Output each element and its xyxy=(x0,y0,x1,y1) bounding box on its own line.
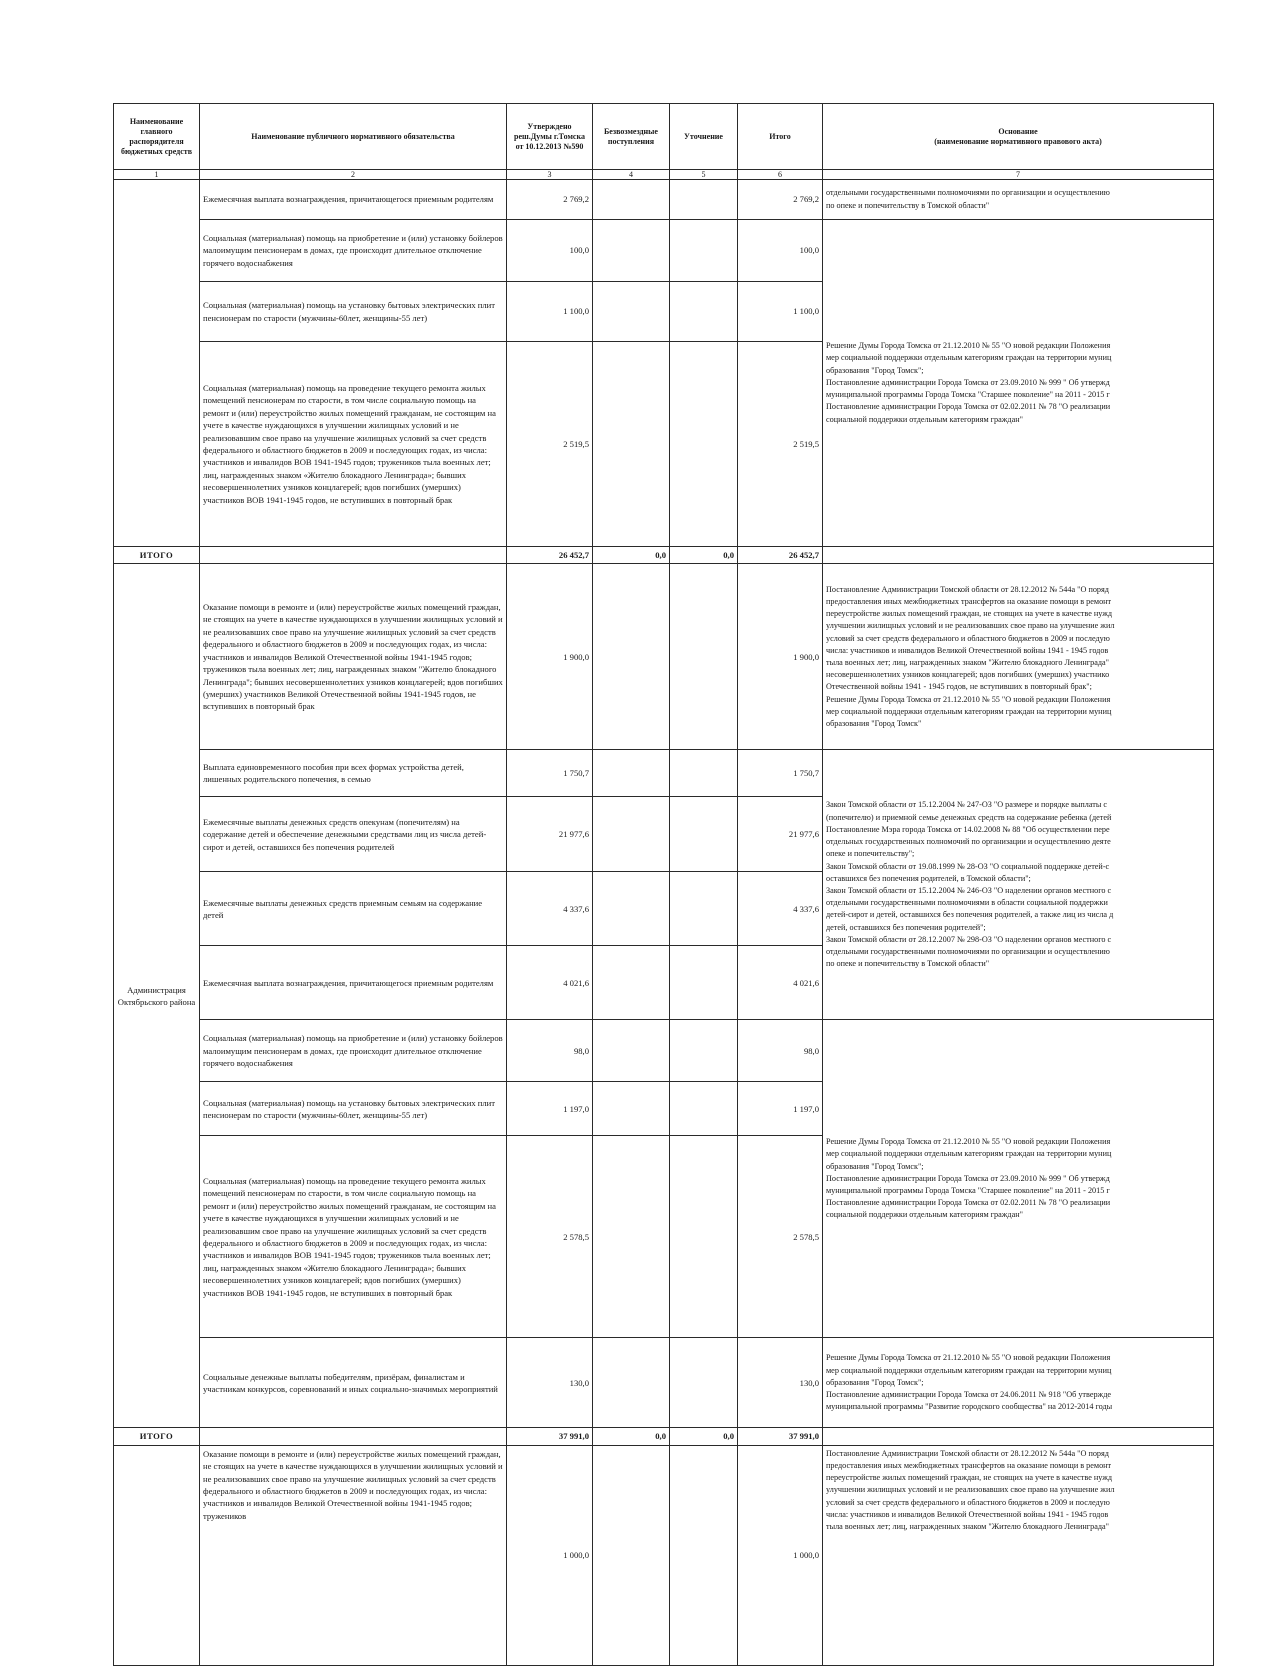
basis-line: Закон Томской области от 15.12.2004 № 247-ОЗ "О размере и порядке выплаты с xyxy=(826,800,1108,810)
col-header-basis-title: Основание xyxy=(998,126,1038,136)
total-value: 100,0 xyxy=(738,220,823,282)
approved-value: 98,0 xyxy=(507,1020,593,1082)
approved-value: 2 519,5 xyxy=(507,342,593,547)
basis-line: детей-сирот и детей, оставшихся без попечения родителей, а также лиц из числа д xyxy=(826,910,1114,920)
total-value: 2 769,2 xyxy=(738,180,823,220)
distributor-cell xyxy=(114,1445,200,1665)
refinement-value xyxy=(670,872,738,946)
total-empty xyxy=(200,1428,507,1445)
approved-value: 1 197,0 xyxy=(507,1082,593,1136)
col-header-gratis: Безвозмездные поступления xyxy=(593,104,670,170)
obligation-name: Оказание помощи в ремонте и (или) переустройстве жилых помещений граждан, не стоящих на учете в качестве нуждающихся в улучшении жилищных условий и не реализовавших свое право на улучшение жилищных условий за счет средств федерального и областного бюджетов в 2009 и последующих годах, из числа: участников и инвалидов Великой Отечественной войны 1941-1945 годов; тружеников тыла военных лет; лиц, награжденных знаком "Жителю блокадного Ленинграда"; бывших несовершеннолетних узников концлагерей; вдов погибших (умерших) участников Великой Отечественной войны 1941-1945 годов, не вступивших в повторный брак xyxy=(200,564,507,750)
basis-line: отдельными государственными полномочиями по организации и осуществлению xyxy=(826,946,1110,956)
header-row xyxy=(114,104,1214,170)
approved-value: 21 977,6 xyxy=(507,797,593,872)
total-basis-empty xyxy=(823,1428,1214,1445)
total-value: 2 519,5 xyxy=(738,342,823,547)
basis-line: предоставления иных межбюджетных трансфертов на оказание помощи в ремонт xyxy=(826,596,1112,606)
basis-line: мер социальной поддержки отдельным категориям граждан на территории муниц xyxy=(826,353,1112,363)
basis-line: условий за счет средств федерального и областного бюджетов в 2009 и последую xyxy=(826,633,1110,643)
gratis-value xyxy=(593,564,670,750)
basis-line: предоставления иных межбюджетных трансфертов на оказание помощи в ремонт xyxy=(826,1461,1112,1471)
col-number: 3 xyxy=(507,170,593,180)
basis-line: Постановление администрации Города Томска от 24.06.2011 № 918 "Об утвержде xyxy=(826,1390,1112,1399)
basis-cell xyxy=(823,564,1214,750)
basis-line: муниципальной программы "Развитие городского сообщества" на 2012-2014 годы xyxy=(826,1402,1113,1412)
obligation-name: Ежемесячные выплаты денежных средств опекунам (попечителям) на содержание детей и обеспечение денежными средствами лиц из числа детей-сирот и детей, оставшихся без попечения родителей xyxy=(200,797,507,872)
gratis-value xyxy=(593,797,670,872)
basis-line: улучшении жилищных условий и не реализовавших свое право на улучшение жил xyxy=(826,621,1115,631)
refinement-value xyxy=(670,1136,738,1338)
total-approved: 37 991,0 xyxy=(507,1428,593,1445)
basis-line: социальной поддержки отдельным категориям граждан" xyxy=(826,1210,1023,1220)
basis-line: переустройстве жилых помещений граждан, не стоящих на учете в качестве нужд xyxy=(826,1473,1113,1483)
basis-line: Постановление администрации Города Томска от 23.09.2010 № 999 " Об утвержд xyxy=(826,1173,1110,1183)
obligation-name: Ежемесячная выплата вознаграждения, причитающегося приемным родителям xyxy=(200,946,507,1020)
basis-line: образования "Город Томск" xyxy=(826,718,922,728)
total-row xyxy=(114,1428,1214,1445)
basis-line: (попечителю) и приемной семье денежных средств на содержание ребенка (детей xyxy=(826,812,1112,822)
table-row xyxy=(114,564,1214,750)
total-sum: 26 452,7 xyxy=(738,547,823,564)
basis-line: Постановление Администрации Томской области от 28.12.2012 № 544а "О поряд xyxy=(826,1448,1109,1458)
total-gratis: 0,0 xyxy=(593,1428,670,1445)
refinement-value xyxy=(670,342,738,547)
table-row xyxy=(114,750,1214,797)
total-value: 1 100,0 xyxy=(738,282,823,342)
obligation-name: Социальная (материальная) помощь на установку бытовых электрических плит пенсионерам по старости (мужчины-60лет, женщины-55 лет) xyxy=(200,282,507,342)
obligation-name: Социальная (материальная) помощь на проведение текущего ремонта жилых помещений пенсионерам по старости, в том числе социальную помощь на ремонт и (или) переустройство жилых помещений гражданам, не состоящим на учете в качестве нуждающихся в улучшении жилищных условий и не реализовавшим свое право на улучшение жилищных условий за счет средств федерального и областного бюджетов в 2009 и последующих годах, из числа: участников и инвалидов ВОВ 1941-1945 годов; тружеников тыла военных лет; лиц, награжденных знаком «Жителю блокадного Ленинграда»; бывших несовершеннолетних узников концлагерей; вдов погибших (умерших) участников ВОВ 1941-1945 годов, не вступивших в повторный брак xyxy=(200,1136,507,1338)
basis-line: образования "Город Томск"; xyxy=(826,1161,924,1171)
basis-line: мер социальной поддержки отдельным категориям граждан на территории муниц xyxy=(826,1149,1112,1159)
col-header-basis-subtitle: (наименование нормативного правового акта) xyxy=(934,136,1102,146)
col-header-basis xyxy=(823,104,1214,170)
col-number: 2 xyxy=(200,170,507,180)
basis-line: тыла военных лет; лиц, награжденных знаком "Жителю блокадного Ленинграда" xyxy=(826,1522,1109,1532)
basis-line: образования "Город Томск"; xyxy=(826,365,924,375)
obligation-name: Социальная (материальная) помощь на приобретение и (или) установку бойлеров малоимущим пенсионерам в домах, где происходит длительное отключение горячего водоснабжения xyxy=(200,220,507,282)
approved-value: 2 578,5 xyxy=(507,1136,593,1338)
total-refinement: 0,0 xyxy=(670,547,738,564)
gratis-value xyxy=(593,872,670,946)
basis-line: оставшихся без попечения родителей, в Томской области"; xyxy=(826,873,1031,883)
approved-value: 1 750,7 xyxy=(507,750,593,797)
basis-line: числа: участников и инвалидов Великой Отечественной войны 1941 - 1945 годов xyxy=(826,645,1109,655)
table-row xyxy=(114,220,1214,282)
gratis-value xyxy=(593,1082,670,1136)
col-header-approved: Утверждено реш.Думы г.Томска от 10.12.2013 №590 xyxy=(507,104,593,170)
total-value: 1 900,0 xyxy=(738,564,823,750)
basis-line: Решение Думы Города Томска от 21.12.2010 № 55 "О новой редакции Положения xyxy=(826,341,1111,351)
refinement-value xyxy=(670,564,738,750)
basis-line: отдельными государственными полномочиями по организации и осуществлению xyxy=(826,188,1110,198)
basis-line: детей, оставшихся без попечения родителей"; xyxy=(826,922,986,932)
obligation-name: Социальная (материальная) помощь на проведение текущего ремонта жилых помещений пенсионерам по старости, в том числе социальную помощь на ремонт и (или) переустройство жилых помещений гражданам, не состоящим на учете в качестве нуждающихся в улучшении жилищных условий и не реализовавшим свое право на улучшение жилищных условий за счет средств федерального и областного бюджетов в 2009 и последующих годах, из числа: участников и инвалидов ВОВ 1941-1945 годов; тружеников тыла военных лет; лиц, награжденных знаком «Жителю блокадного Ленинграда»; бывших несовершеннолетних узников концлагерей; вдов погибших (умерших) участников ВОВ 1941-1945 годов, не вступивших в повторный брак xyxy=(200,342,507,547)
refinement-value xyxy=(670,1082,738,1136)
approved-value: 4 021,6 xyxy=(507,946,593,1020)
obligation-name: Социальная (материальная) помощь на приобретение и (или) установку бойлеров малоимущим пенсионерам в домах, где происходит длительное отключение горячего водоснабжения xyxy=(200,1020,507,1082)
approved-value: 100,0 xyxy=(507,220,593,282)
gratis-value xyxy=(593,946,670,1020)
total-basis-empty xyxy=(823,547,1214,564)
total-value: 1 750,7 xyxy=(738,750,823,797)
refinement-value xyxy=(670,797,738,872)
basis-line: Постановление администрации Города Томска от 23.09.2010 № 999 " Об утвержд xyxy=(826,377,1110,387)
table-row xyxy=(114,1338,1214,1428)
refinement-value xyxy=(670,1338,738,1428)
basis-line: Решение Думы Города Томска от 21.12.2010 № 55 "О новой редакции Положения xyxy=(826,1353,1111,1363)
col-header-obligation: Наименование публичного нормативного обязательства xyxy=(200,104,507,170)
distributor-name: Администрация Октябрьского района xyxy=(114,564,200,1428)
basis-line: муниципальной программы Города Томска "Старшее поколение" на 2011 - 2015 г xyxy=(826,1186,1110,1195)
basis-line: Постановление Администрации Томской области от 28.12.2012 № 544а "О поряд xyxy=(826,584,1109,594)
table-row xyxy=(114,1445,1214,1665)
obligation-name: Социальные денежные выплаты победителям, призёрам, финалистам и участникам конкурсов, соревнований и иных социально-значимых мероприятий xyxy=(200,1338,507,1428)
obligation-name: Оказание помощи в ремонте и (или) переустройстве жилых помещений граждан, не стоящих на учете в качестве нуждающихся в улучшении жилищных условий и не реализовавших свое право на улучшение жилищных условий за счет средств федерального и областного бюджетов в 2009 и последующих годах, из числа: участников и инвалидов Великой Отечественной войны 1941-1945 годов; тружеников xyxy=(200,1445,507,1665)
basis-line: несовершеннолетних узников концлагерей; вдов погибших (умерших) участнико xyxy=(826,670,1110,680)
approved-value: 1 000,0 xyxy=(507,1445,593,1665)
basis-cell xyxy=(823,750,1214,1020)
gratis-value xyxy=(593,220,670,282)
budget-obligations-table xyxy=(113,103,1214,1666)
gratis-value xyxy=(593,342,670,547)
basis-line: Решение Думы Города Томска от 21.12.2010 № 55 "О новой редакции Положения xyxy=(826,1137,1111,1147)
obligation-name: Ежемесячная выплата вознаграждения, причитающегося приемным родителям xyxy=(200,180,507,220)
total-approved: 26 452,7 xyxy=(507,547,593,564)
distributor-cell xyxy=(114,180,200,547)
col-number: 4 xyxy=(593,170,670,180)
refinement-value xyxy=(670,1445,738,1665)
table-row xyxy=(114,180,1214,220)
gratis-value xyxy=(593,1020,670,1082)
total-sum: 37 991,0 xyxy=(738,1428,823,1445)
basis-line: мер социальной поддержки отдельным категориям граждан на территории муниц xyxy=(826,1365,1112,1375)
basis-line: муниципальной программы Города Томска "Старшее поколение" на 2011 - 2015 г xyxy=(826,390,1110,400)
basis-line: Закон Томской области от 28.12.2007 № 298-ОЗ "О наделении органов местного с xyxy=(826,934,1112,944)
gratis-value xyxy=(593,750,670,797)
col-header-distributor: Наименование главного распорядителя бюджетных средств xyxy=(114,104,200,170)
col-header-total: Итого xyxy=(738,104,823,170)
col-number: 5 xyxy=(670,170,738,180)
basis-line: Постановление Мэра города Томска от 14.02.2008 № 88 "Об осуществлении пере xyxy=(826,824,1110,834)
col-number: 1 xyxy=(114,170,200,180)
obligation-name: Социальная (материальная) помощь на установку бытовых электрических плит пенсионерам по старости (мужчины-60лет, женщины-55 лет) xyxy=(200,1082,507,1136)
basis-line: по опеке и попечительству в Томской области" xyxy=(826,959,990,969)
basis-line: отдельными государственными полномочиями в области социальной поддержки xyxy=(826,898,1108,908)
total-row xyxy=(114,547,1214,564)
total-value: 4 021,6 xyxy=(738,946,823,1020)
basis-line: мер социальной поддержки отдельным категориям граждан на территории муниц xyxy=(826,706,1112,716)
total-value: 2 578,5 xyxy=(738,1136,823,1338)
basis-line: Закон Томской области от 19.08.1999 № 28-ОЗ "О социальной поддержке детей-с xyxy=(826,861,1110,871)
basis-line: образования "Город Томск"; xyxy=(826,1377,924,1387)
basis-line: Постановление администрации Города Томска от 02.02.2011 № 78 "О реализации xyxy=(826,402,1111,412)
total-refinement: 0,0 xyxy=(670,1428,738,1445)
column-number-row xyxy=(114,170,1214,180)
total-gratis: 0,0 xyxy=(593,547,670,564)
refinement-value xyxy=(670,750,738,797)
basis-cell xyxy=(823,1445,1214,1665)
basis-cell xyxy=(823,1020,1214,1338)
approved-value: 130,0 xyxy=(507,1338,593,1428)
refinement-value xyxy=(670,180,738,220)
total-value: 98,0 xyxy=(738,1020,823,1082)
refinement-value xyxy=(670,282,738,342)
basis-line: улучшении жилищных условий и не реализовавших свое право на улучшение жил xyxy=(826,1485,1115,1495)
gratis-value xyxy=(593,1338,670,1428)
approved-value: 1 900,0 xyxy=(507,564,593,750)
refinement-value xyxy=(670,220,738,282)
basis-line: Постановление администрации Города Томска от 02.02.2011 № 78 "О реализации xyxy=(826,1198,1111,1208)
refinement-value xyxy=(670,946,738,1020)
total-value: 21 977,6 xyxy=(738,797,823,872)
table-row xyxy=(114,1020,1214,1082)
basis-line: Отечественной войны 1941 - 1945 годов, не вступивших в повторный брак"; xyxy=(826,682,1092,692)
basis-cell xyxy=(823,220,1214,547)
approved-value: 4 337,6 xyxy=(507,872,593,946)
total-label: ИТОГО xyxy=(114,1428,200,1445)
approved-value: 2 769,2 xyxy=(507,180,593,220)
basis-line: Закон Томской области от 15.12.2004 № 246-ОЗ "О наделении органов местного с xyxy=(826,885,1112,895)
gratis-value xyxy=(593,1136,670,1338)
total-empty xyxy=(200,547,507,564)
gratis-value xyxy=(593,282,670,342)
basis-line: по опеке и попечительству в Томской области" xyxy=(826,200,990,210)
basis-line: Решение Думы Города Томска от 21.12.2010 № 55 "О новой редакции Положения xyxy=(826,694,1111,704)
gratis-value xyxy=(593,180,670,220)
basis-line: переустройстве жилых помещений граждан, не стоящих на учете в качестве нужд xyxy=(826,609,1113,619)
basis-cell xyxy=(823,1338,1214,1428)
basis-line: отдельных государственных полномочий по организации и осуществлению деяте xyxy=(826,837,1111,847)
basis-cell xyxy=(823,180,1214,220)
total-value: 1 197,0 xyxy=(738,1082,823,1136)
total-label: ИТОГО xyxy=(114,547,200,564)
col-header-refinement: Уточнение xyxy=(670,104,738,170)
total-value: 1 000,0 xyxy=(738,1445,823,1665)
total-value: 4 337,6 xyxy=(738,872,823,946)
basis-line: опеке и попечительству"; xyxy=(826,849,915,859)
col-number: 7 xyxy=(823,170,1214,180)
basis-line: социальной поддержки отдельным категориям граждан" xyxy=(826,414,1023,424)
total-value: 130,0 xyxy=(738,1338,823,1428)
obligation-name: Ежемесячные выплаты денежных средств приемным семьям на содержание детей xyxy=(200,872,507,946)
gratis-value xyxy=(593,1445,670,1665)
refinement-value xyxy=(670,1020,738,1082)
basis-line: числа: участников и инвалидов Великой Отечественной войны 1941 - 1945 годов xyxy=(826,1509,1109,1519)
col-number: 6 xyxy=(738,170,823,180)
obligation-name: Выплата единовременного пособия при всех формах устройства детей, лишенных родительского попечения, в семью xyxy=(200,750,507,797)
basis-line: условий за счет средств федерального и областного бюджетов в 2009 и последую xyxy=(826,1497,1110,1507)
approved-value: 1 100,0 xyxy=(507,282,593,342)
basis-line: тыла военных лет; лиц, награжденных знаком "Жителю блокадного Ленинграда" xyxy=(826,657,1109,667)
